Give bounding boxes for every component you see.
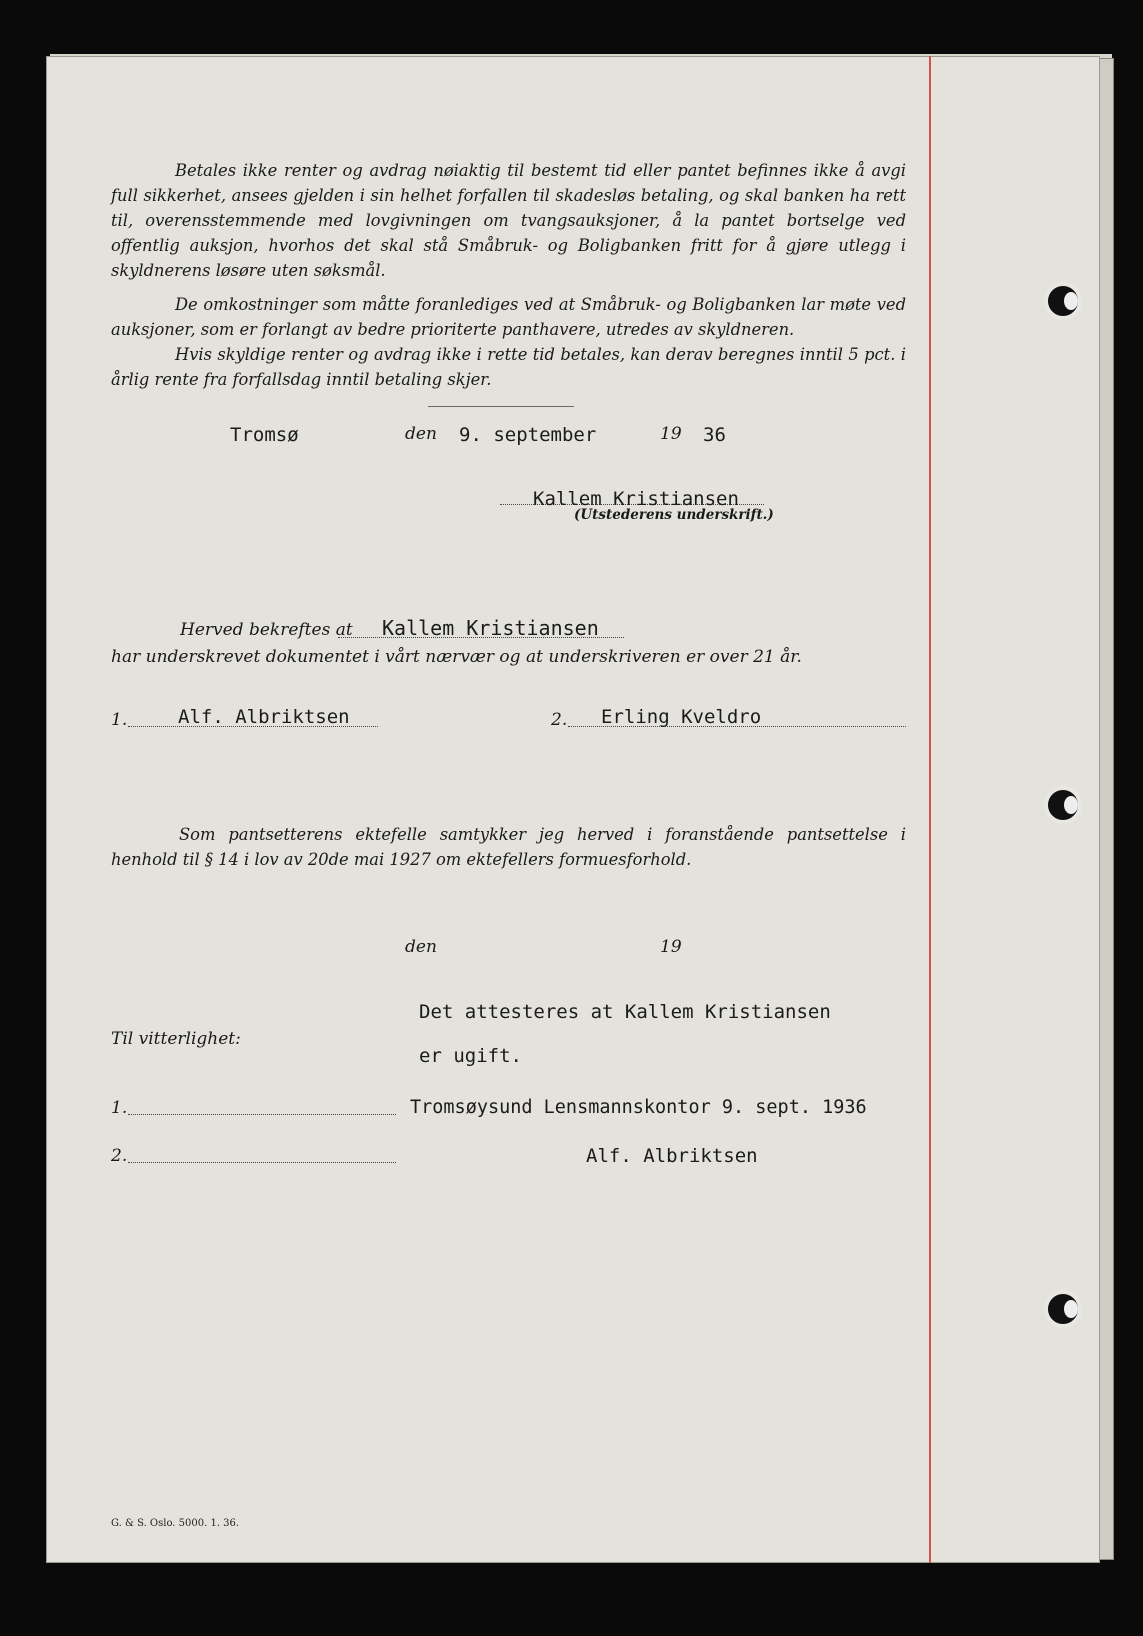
- date-day-month: 9. september: [459, 424, 597, 446]
- witness-2-name: Erling Kveldro: [601, 706, 762, 728]
- red-margin-line: [929, 56, 931, 1563]
- paragraph-3: Hvis skyldige renter og avdrag ikke i rette tid betales, kan derav beregnes inntil 5 pct. i årlig rente fra forfallsdag inntil betaling skjer.: [111, 345, 906, 389]
- attest-line-2: er ugift.: [419, 1045, 522, 1067]
- attest-line-3: Tromsøysund Lensmannskontor 9. sept. 1936: [410, 1097, 867, 1118]
- spouse-consent: Som pantsetterens ektefelle samtykker jeg herved i foranstående pantsettelse i henhold til § 14 i lov av 20de mai 1927 om ektefellers formuesforhold.: [111, 825, 906, 869]
- attest-line-1: Det attesteres at Kallem Kristiansen: [419, 1001, 831, 1023]
- witness-1-name: Alf. Albriktsen: [178, 706, 350, 728]
- printer-footer: G. & S. Oslo. 5000. 1. 36.: [111, 1518, 240, 1529]
- confirm-prefix: Herved bekreftes at: [180, 620, 353, 640]
- punch-hole-icon: [1044, 282, 1082, 320]
- year-suffix: 36: [703, 424, 726, 446]
- den-label-2: den: [405, 937, 437, 957]
- signer-name: Kallem Kristiansen: [533, 488, 739, 510]
- confirm-name: Kallem Kristiansen: [382, 616, 599, 640]
- separator-rule: [428, 406, 574, 407]
- vitne-1-number: 1.: [111, 1098, 128, 1118]
- confirm-suffix: har underskrevet dokumentet i vårt nærvær og at underskriveren er over 21 år.: [111, 647, 802, 667]
- vitne-2-number: 2.: [111, 1146, 128, 1166]
- year-prefix: 19: [660, 424, 682, 444]
- witness-1-number: 1.: [111, 710, 128, 730]
- paragraph-1: Betales ikke renter og avdrag nøiaktig til bestemt tid eller pantet befinnes ikke å avgi full sikkerhet, ansees gjelden i sin helhet forfallen til skadesløs betaling, og skal banken ha rett til, overensstemmende med lovgivningen om tvangsauksjoner, å la pantet bortselge ved offentlig auksjon, hvorhos det skal stå Småbruk- og Boligbanken fritt for å gjøre utlegg i skyldnerens løsøre uten søksmål.: [111, 161, 906, 280]
- place: Tromsø: [230, 424, 299, 446]
- year-prefix-2: 19: [660, 937, 682, 957]
- punch-hole-icon: [1044, 786, 1082, 824]
- til-vitterlighet: Til vitterlighet:: [111, 1029, 241, 1049]
- punch-hole-icon: [1044, 1290, 1082, 1328]
- attest-line-4: Alf. Albriktsen: [586, 1145, 758, 1167]
- den-label: den: [405, 424, 437, 444]
- witness-2-number: 2.: [551, 710, 568, 730]
- paragraph-2: De omkostninger som måtte foranlediges ved at Småbruk- og Boligbanken lar møte ved auksjoner, som er forlangt av bedre prioriterte panthavere, utredes av skyldneren.: [111, 295, 906, 339]
- vitne-2-line: [128, 1162, 396, 1163]
- vitne-1-line: [128, 1114, 396, 1115]
- signer-caption: (Utstederens underskrift.): [574, 507, 774, 523]
